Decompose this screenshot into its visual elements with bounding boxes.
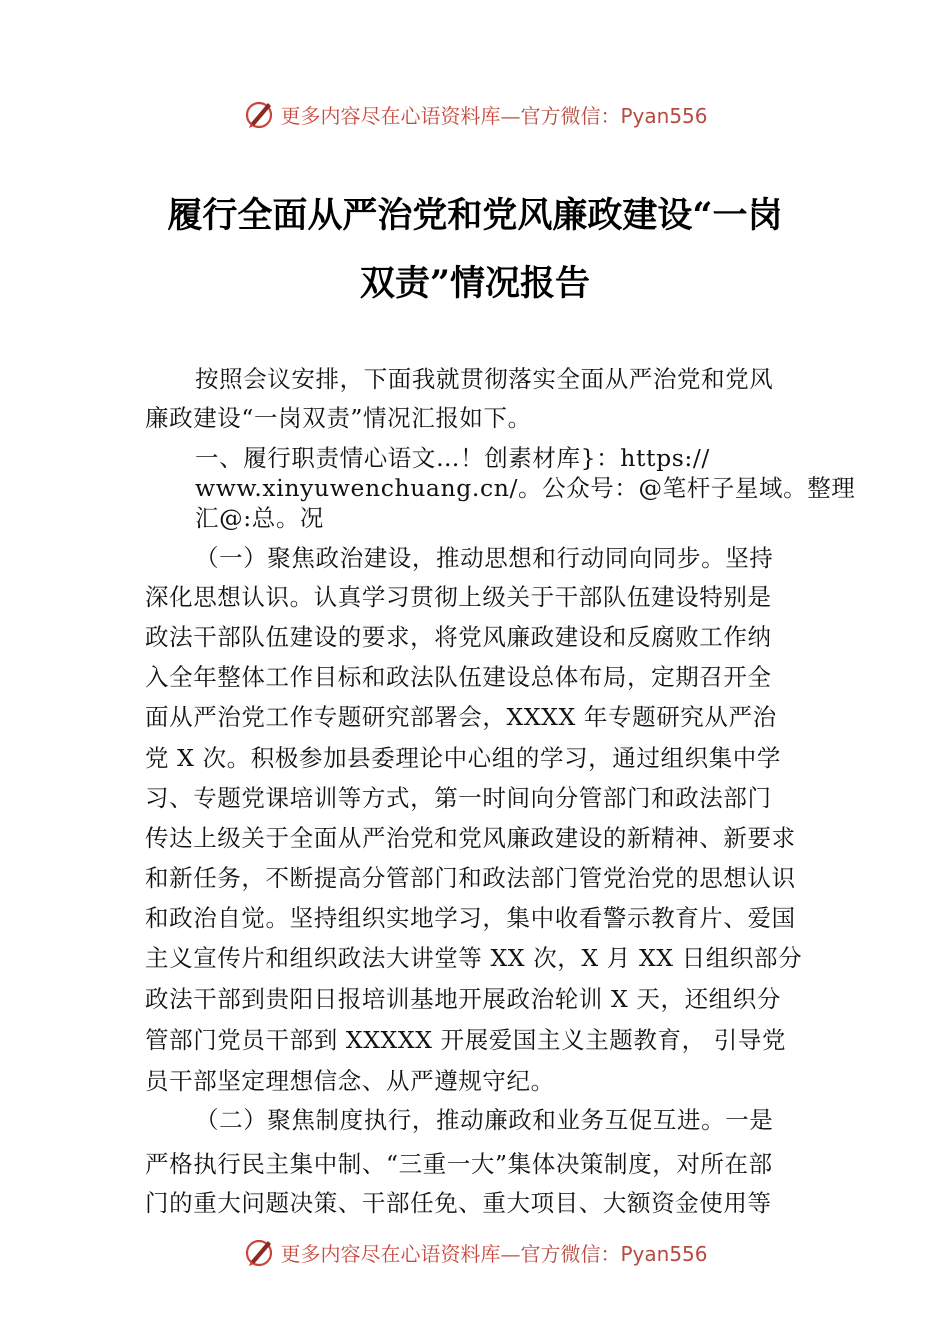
body-line: 和新任务，不断提高分管部门和政法部门管党治党的思想认识 <box>145 864 796 892</box>
banner-account: Pyan556 <box>620 1241 708 1266</box>
body-line: 和政治自觉。坚持组织实地学习，集中收看警示教育片、爱国 <box>145 904 796 932</box>
banner-main-text: 更多内容尽在心语资料库 <box>280 1241 501 1266</box>
pen-logo-icon <box>242 1235 276 1269</box>
body-line: 按照会议安排，下面我就贯彻落实全面从严治党和党风 <box>195 365 774 393</box>
body-line: 政法干部队伍建设的要求，将党风廉政建设和反腐败工作纳 <box>145 623 772 651</box>
body-line: 党 X 次。积极参加县委理论中心组的学习，通过组织集中学 <box>145 744 781 772</box>
banner-separator: — <box>500 103 521 128</box>
body-line: 传达上级关于全面从严治党和党风廉政建设的新精神、新要求 <box>145 824 796 852</box>
body-line: 习、专题党课培训等方式，第一时间向分管部门和政法部门 <box>145 784 772 812</box>
document-title-line-2: 双责”情况报告 <box>359 263 591 304</box>
body-line: 汇@:总。况 <box>195 504 325 532</box>
banner-account: Pyan556 <box>620 103 708 128</box>
body-line: （二）聚焦制度执行，推动廉政和业务互促互进。一是 <box>195 1106 774 1134</box>
body-line: 入全年整体工作目标和政法队伍建设总体布局，定期召开全 <box>145 663 772 691</box>
body-line: 员干部坚定理想信念、从严遵规守纪。 <box>145 1067 555 1095</box>
body-line: 一、履行职责情心语文…！创素材库}：https:// <box>195 444 710 472</box>
body-line: 严格执行民主集中制、“三重一大”集体决策制度，对所在部 <box>145 1150 773 1178</box>
body-line: www.xinyuwenchuang.cn/。公众号：@笔杆子星域。整理 <box>195 474 856 502</box>
body-line: 深化思想认识。认真学习贯彻上级关于干部队伍建设特别是 <box>145 583 772 611</box>
body-line: 面从严治党工作专题研究部署会，XXXX 年专题研究从严治 <box>145 703 777 731</box>
body-line: 门的重大问题决策、干部任免、重大项目、大额资金使用等 <box>145 1189 772 1217</box>
footer-watermark <box>0 1230 950 1274</box>
banner-separator: — <box>500 1241 521 1266</box>
body-line: 政法干部到贵阳日报培训基地开展政治轮训 X 天，还组织分 <box>145 985 781 1013</box>
banner-official-label: 官方微信： <box>520 1241 621 1266</box>
banner-official-label: 官方微信： <box>520 103 621 128</box>
body-line: 管部门党员干部到 XXXXX 开展爱国主义主题教育， 引导党 <box>145 1026 787 1054</box>
body-line: （一）聚焦政治建设，推动思想和行动同向同步。坚持 <box>195 544 774 572</box>
body-line: 主义宣传片和组织政法大讲堂等 XX 次，X 月 XX 日组织部分 <box>145 944 803 972</box>
document-title-line-1: 履行全面从严治党和党风廉政建设“一岗 <box>167 195 783 236</box>
banner-main-text: 更多内容尽在心语资料库 <box>280 103 501 128</box>
body-line: 廉政建设“一岗双责”情况汇报如下。 <box>145 404 532 432</box>
pen-logo-icon <box>242 97 276 131</box>
header-watermark <box>0 92 950 136</box>
